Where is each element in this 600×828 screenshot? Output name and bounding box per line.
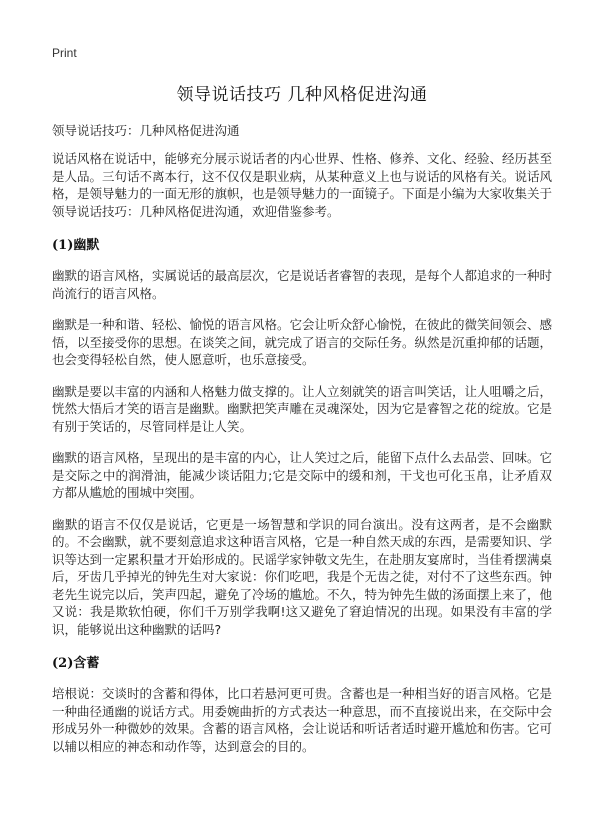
section-heading-label: 含蓄 (73, 656, 100, 671)
print-link[interactable]: Print (52, 46, 77, 60)
paragraph: 幽默的语言风格，实属说话的最高层次，它是说话者睿智的表现，是每个人都追求的一种时尚流行的语言风格。 (52, 268, 553, 301)
paragraph: 幽默的语言风格，呈现出的是丰富的内心，让人笑过之后，能留下点什么去品尝、回味。它是交际之中的润滑油，能减少谈话阻力;它是交际中的缓和剂，干戈也可化玉帛，让矛盾双方都从尴尬的围城中突围。 (52, 450, 553, 500)
page-title: 领导说话技巧 几种风格促进沟通 (176, 85, 428, 105)
article-body (52, 150, 552, 769)
intro-paragraph: 说话风格在说话中，能够充分展示说话者的内心世界、性格、修养、文化、经验、经历甚至是人品。三句话不离本行，这不仅仅是职业病，从某种意义上也与说话的风格有关。说话风格，是领导魅力的一面无形的旗帜，也是领导魅力的一面镜子。下面是小编为大家收集关于领导说话技巧：几种风格促进沟通，欢迎借鉴参考。 (52, 151, 553, 219)
section-number: (2) (52, 656, 74, 671)
paragraph: 幽默的语言不仅仅是说话，它更是一场智慧和学识的同台演出。没有这两者，是不会幽默的。不会幽默，就不要刻意追求这种语言风格，它是一种自然天成的东西，是需要知识、学识等达到一定累积量才开始形成的。民谣学家钟敬文先生，在赴朋友宴席时，当佳肴摆满桌后，牙齿几乎掉光的钟先生对大家说：你们吃吧，我是个无齿之徒，对付不了这些东西。钟老先生说完以后，笑声四起，避免了冷场的尴尬。不久，特为钟先生做的汤面摆上来了，他又说：我是欺软怕硬，你们千万别学我啊!这又避免了窘迫情况的出现。如果没有丰富的学识，能够说出这种幽默的话吗? (52, 516, 553, 637)
paragraph: 培根说：交谈时的含蓄和得体，比口若悬河更可贵。含蓄也是一种相当好的语言风格。它是一种曲径通幽的说话方式。用委婉曲折的方式表达一种意思，而不直接说出来，在交际中会形成另外一种微妙的效果。含蓄的语言风格，会让说话和听话者适时避开尴尬和伤害。它可以辅以相应的神态和动作等，达到意会的目的。 (52, 686, 553, 754)
paragraph: 幽默是一种和谐、轻松、愉悦的语言风格。它会让听众舒心愉悦，在彼此的微笑间领会、感悟，以至接受你的思想。在谈笑之间，就完成了语言的交际任务。纵然是沉重抑郁的话题，也会变得轻松自然，使人愿意听，也乐意接受。 (52, 317, 553, 367)
section-heading-label: 幽默 (73, 238, 100, 253)
section-heading-humor (52, 234, 552, 253)
page-subtitle: 领导说话技巧：几种风格促进沟通 (52, 123, 240, 138)
section-number: (1) (52, 238, 74, 253)
paragraph: 幽默是要以丰富的内涵和人格魅力做支撑的。让人立刻就笑的语言叫笑话，让人咀嚼之后，恍然大悟后才笑的语言是幽默。幽默把笑声雕在灵魂深处，因为它是睿智之花的绽放。它是有别于笑话的，尽管同样是让人笑。 (52, 383, 553, 434)
section-heading-implicit (52, 652, 552, 671)
